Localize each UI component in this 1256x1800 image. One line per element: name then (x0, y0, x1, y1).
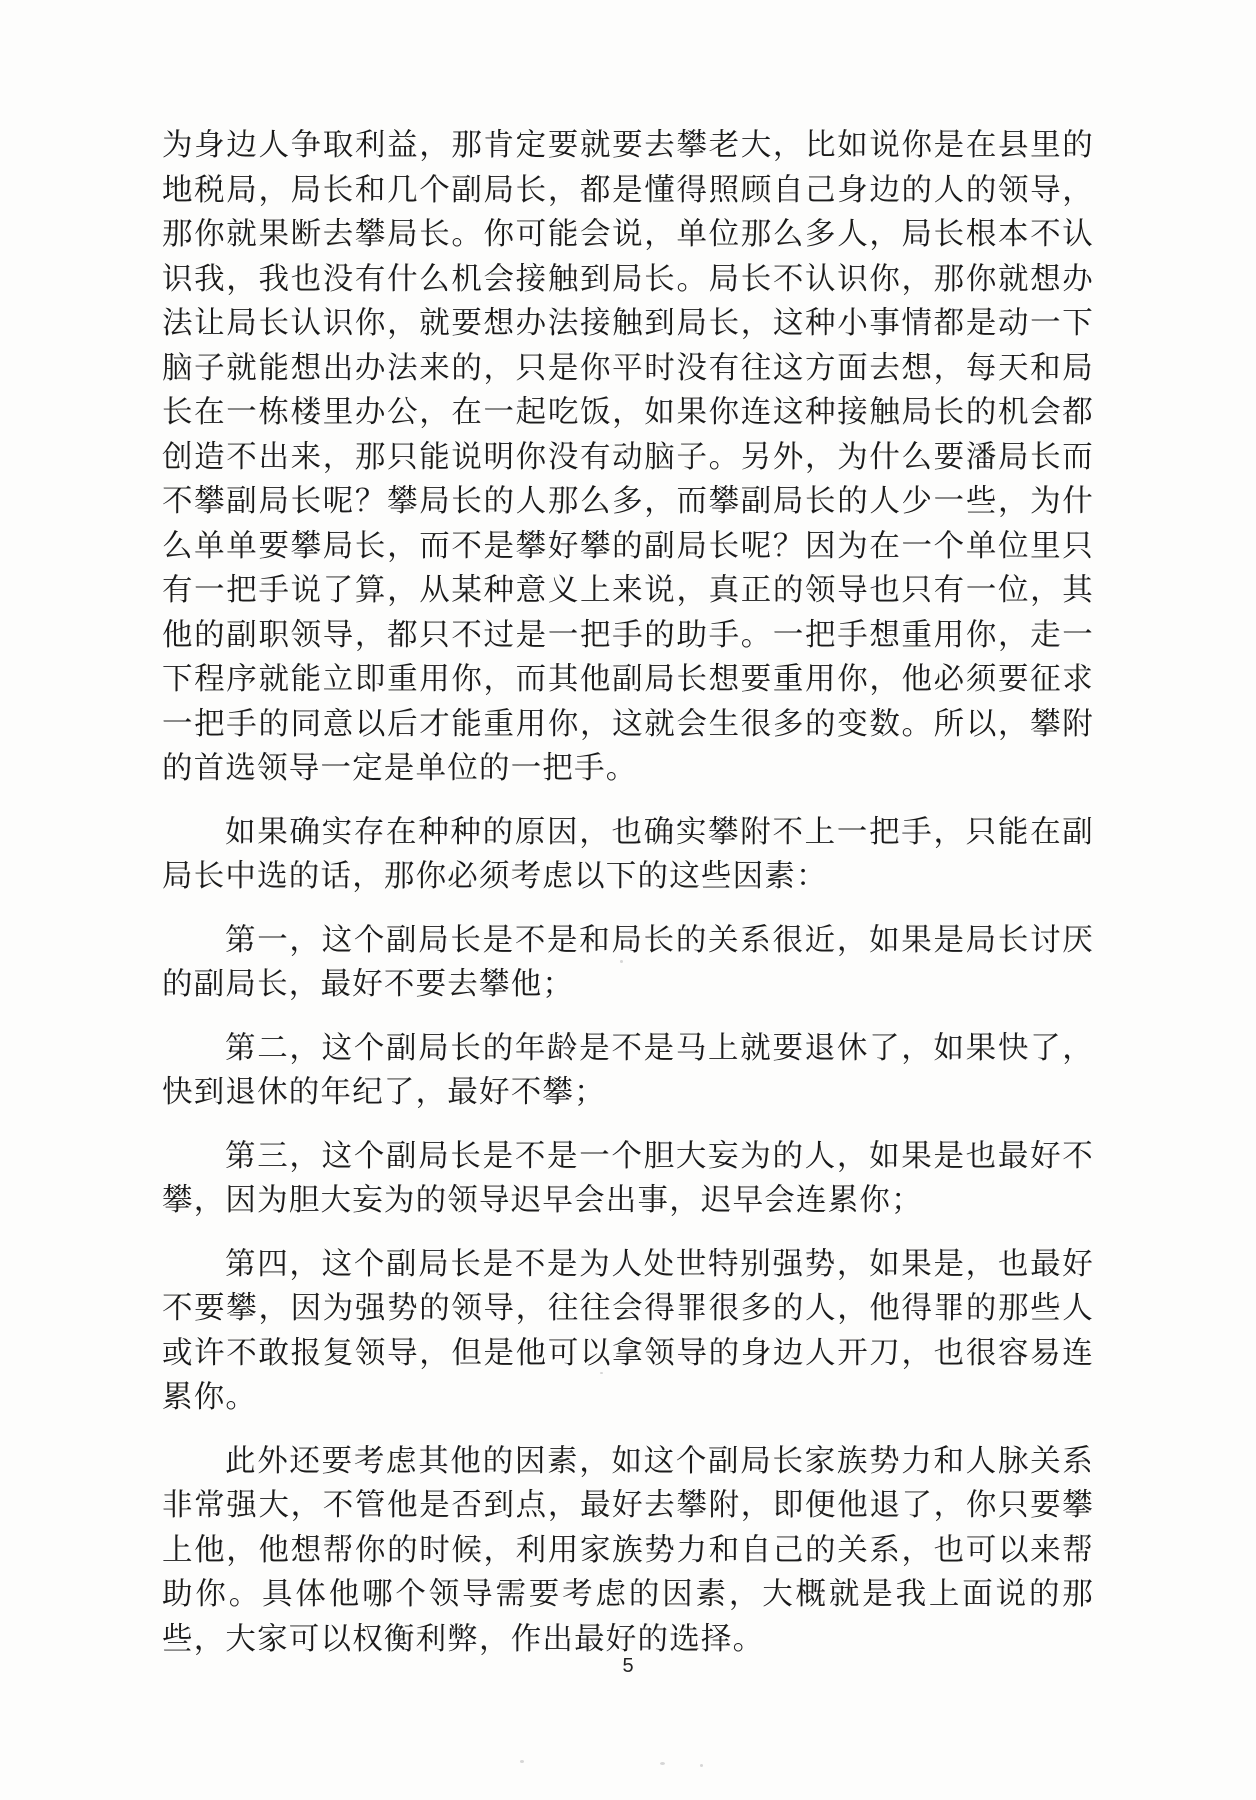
scan-speck (660, 1762, 665, 1765)
paragraph-2: 如果确实存在种种的原因，也确实攀附不上一把手，只能在副局长中选的话，那你必须考虑以下的这些因素： (162, 814, 1094, 894)
paragraph-6-fourth-factor: 第四，这个副局长是不是为人处世特别强势，如果是，也最好不要攀，因为强势的领导，往往会得罪很多的人，他得罪的那些人或许不敢报复领导，但是他可以拿领导的身边人开刀，也很容易连累你。 (162, 1246, 1094, 1415)
paragraph-7: 此外还要考虑其他的因素，如这个副局长家族势力和人脉关系非常强大，不管他是否到点，最好去攀附，即便他退了，你只要攀上他，他想帮你的时候，利用家族势力和自己的关系，也可以来帮助你。具体他哪个领导需要考虑的因素，大概就是我上面说的那些，大家可以权衡利弊，作出最好的选择。 (162, 1443, 1094, 1657)
paragraph-3-first-factor: 第一，这个副局长是不是和局长的关系很近，如果是局长讨厌的副局长，最好不要去攀他； (162, 922, 1094, 1002)
page-number: 5 (622, 1655, 634, 1677)
scan-speck (620, 960, 623, 963)
paragraph-1: 为身边人争取利益，那肯定要就要去攀老大，比如说你是在县里的地税局，局长和几个副局长，都是懂得照顾自己身边的人的领导，那你就果断去攀局长。你可能会说，单位那么多人，局长根本不认识我，我也没有什么机会接触到局长。局长不认识你，那你就想办法让局长认识你，就要想办法接触到局长，这种小事情都是动一下脑子就能想出办法来的，只是你平时没有往这方面去想，每天和局长在一栋楼里办公，在一起吃饭，如果你连这种接触局长的机会都创造不出来，那只能说明你没有动脑子。另外，为什么要潘局长而不攀副局长呢？攀局长的人那么多，而攀副局长的人少一些，为什么单单要攀局长，而不是攀好攀的副局长呢？因为在一个单位里只有一把手说了算，从某种意义上来说，真正的领导也只有一位，其他的副职领导，都只不过是一把手的助手。一把手想重用你，走一下程序就能立即重用你，而其他副局长想要重用你，他必须要征求一把手的同意以后才能重用你，这就会生很多的变数。所以，攀附的首选领导一定是单位的一把手。 (162, 128, 1094, 786)
paragraph-4-second-factor: 第二，这个副局长的年龄是不是马上就要退休了，如果快了，快到退休的年纪了，最好不攀； (162, 1030, 1094, 1110)
document-body (162, 124, 1094, 1681)
scan-speck (600, 1372, 603, 1374)
paragraph-5-third-factor: 第三，这个副局长是不是一个胆大妄为的人，如果是也最好不攀，因为胆大妄为的领导迟早会出事，迟早会连累你； (162, 1138, 1094, 1218)
scan-speck (520, 1760, 524, 1763)
scan-speck (700, 1764, 703, 1767)
